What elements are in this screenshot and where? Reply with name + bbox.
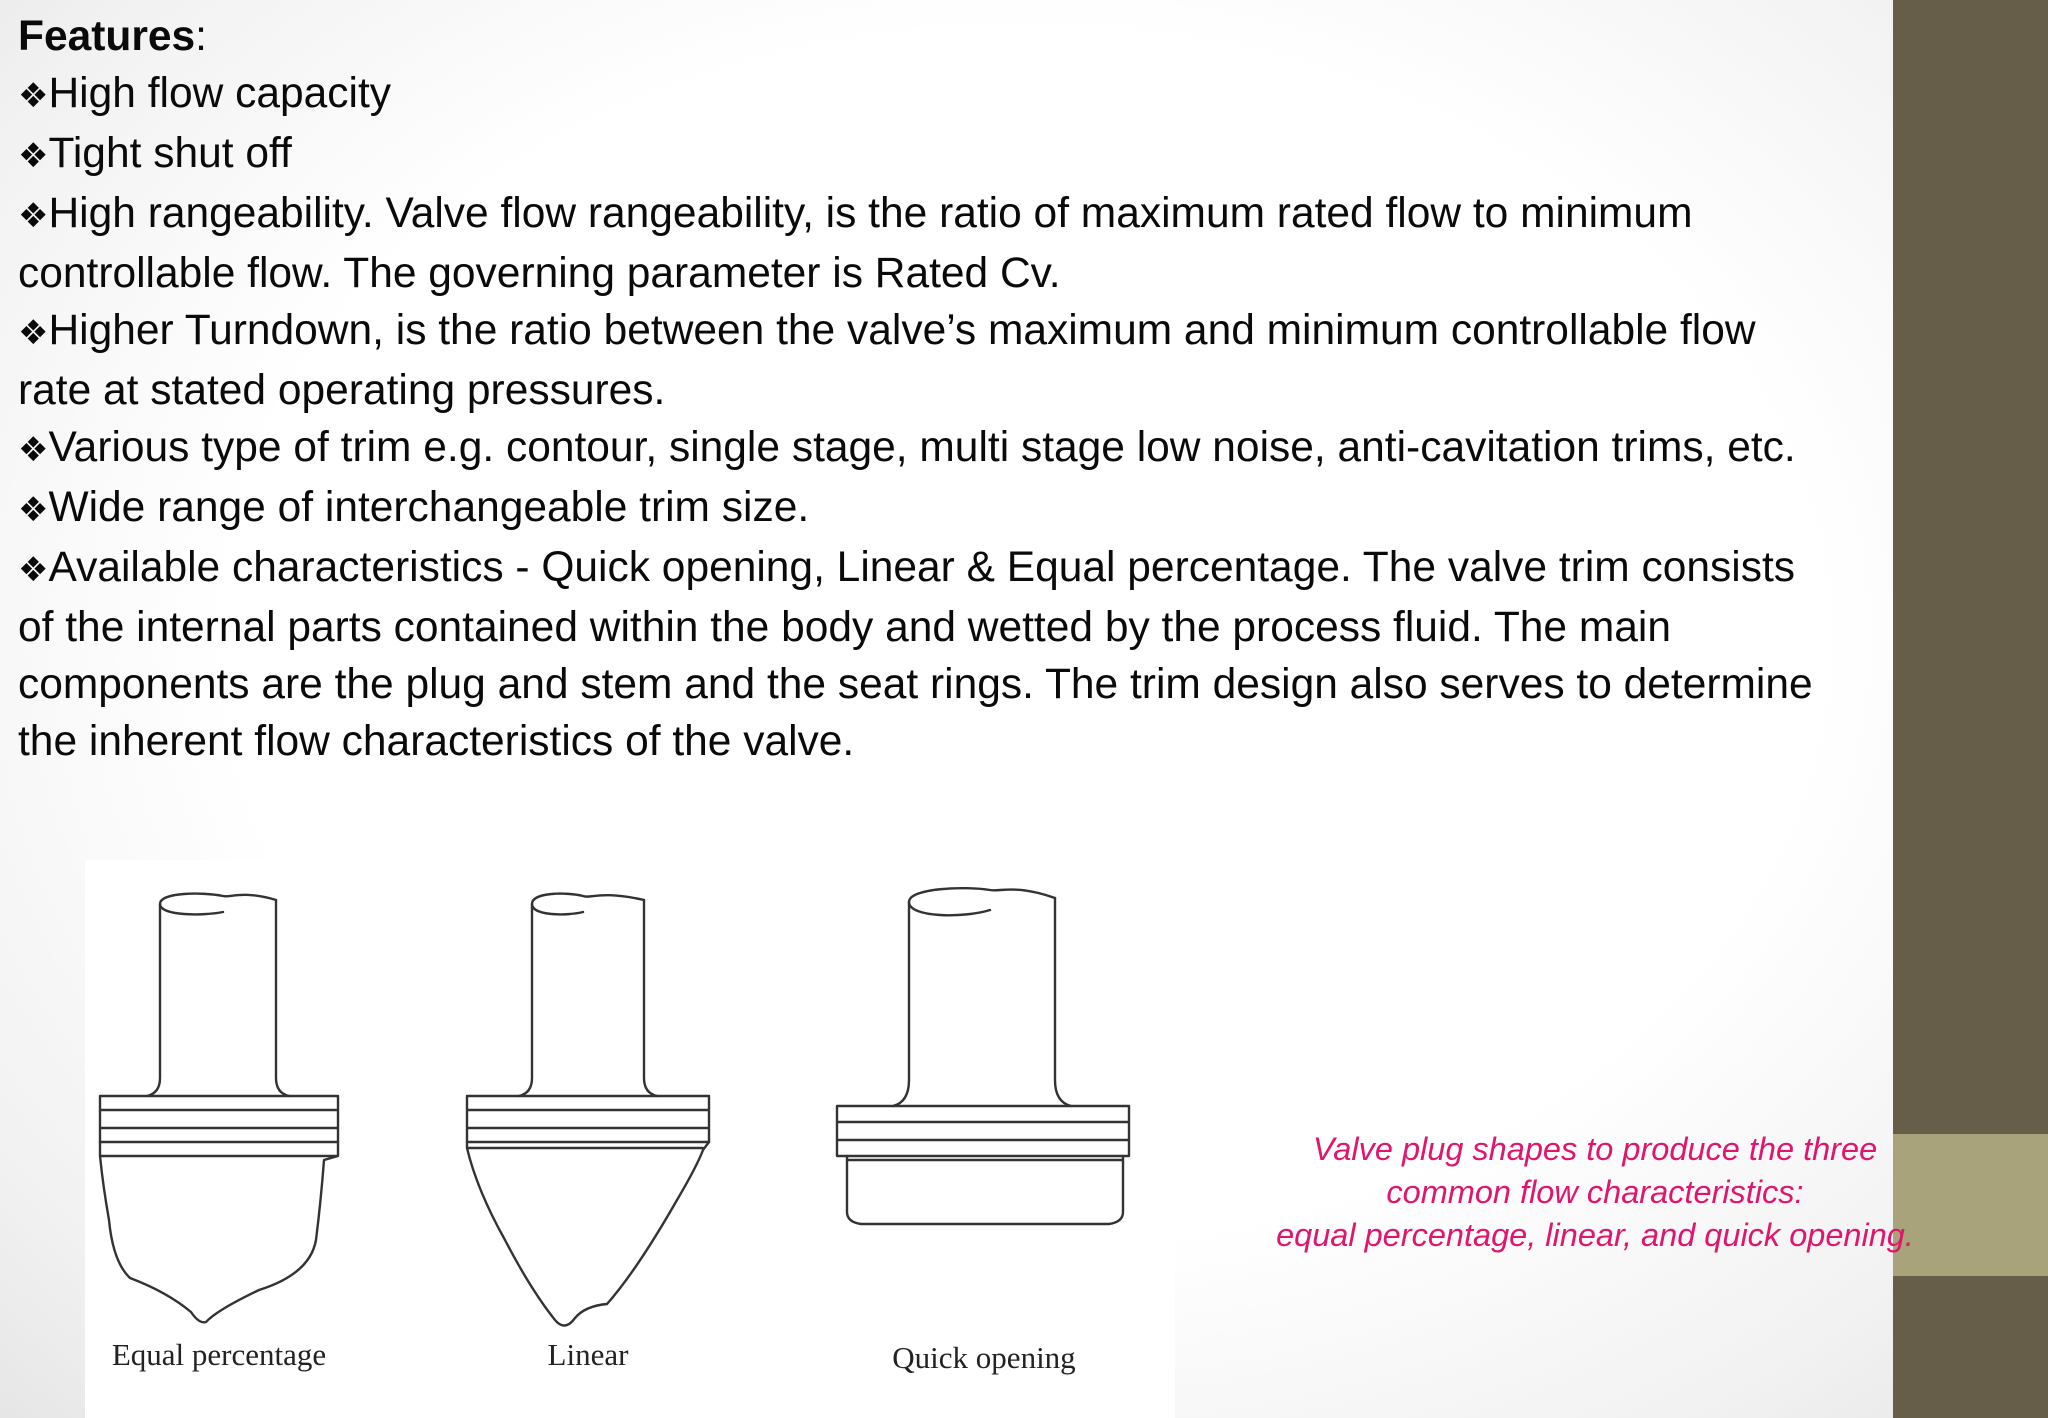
bullet-diamond-icon: ❖ — [18, 76, 49, 116]
bullet-rangeability — [18, 185, 2048, 245]
bullet-characteristics-cont-2: components are the plug and stem and the seat rings. The trim design also serves to determine — [18, 661, 1813, 708]
bullet-trim-size — [18, 479, 2048, 539]
bullet-text: Higher Turndown, is the ratio between the valve’s maximum and minimum controllable flow — [48, 307, 1756, 354]
stem-top-ellipse-lower — [160, 904, 223, 914]
valve-plug-figure — [85, 860, 1175, 1418]
bullet-text: Wide range of interchangeable trim size. — [48, 484, 810, 531]
stem-top-ellipse — [160, 894, 276, 904]
plug-body — [847, 1156, 1123, 1224]
collar — [467, 1096, 709, 1142]
bullet-text: Available characteristics - Quick opening, Linear & Equal percentage. The valve trim consists — [48, 544, 1796, 591]
stem-top-ellipse-lower — [532, 904, 583, 914]
collar — [100, 1096, 338, 1142]
stem — [893, 898, 1071, 1106]
bullet-characteristics-cont-3: the inherent flow characteristics of the valve. — [18, 718, 855, 765]
features-heading — [18, 8, 2048, 65]
stem-top-ellipse-lower — [909, 902, 990, 915]
label-linear: Linear — [547, 1337, 629, 1372]
bullet-turndown — [18, 302, 2048, 362]
bullet-text: High flow capacity — [48, 70, 391, 117]
label-quick-opening: Quick opening — [892, 1340, 1076, 1375]
linear-plug — [467, 894, 709, 1326]
bullet-diamond-icon: ❖ — [18, 196, 49, 236]
bullet-text: Various type of trim e.g. contour, single stage, multi stage low noise, anti-cavitation trims, etc. — [48, 424, 1796, 471]
figure-caption — [1210, 1128, 1980, 1257]
label-equal-percentage: Equal percentage — [111, 1337, 327, 1372]
stem — [519, 900, 657, 1096]
plug-body — [100, 1142, 338, 1322]
bullet-characteristics-cont-1: of the internal parts contained within the body and wetted by the process fluid. The main — [18, 604, 1671, 651]
bullet-characteristics — [18, 539, 2048, 599]
bullet-text: Tight shut off — [48, 130, 292, 177]
caption-line-2: common flow characteristics: — [1386, 1174, 1804, 1210]
bullet-diamond-icon: ❖ — [18, 136, 49, 176]
plug-body — [467, 1142, 709, 1326]
stem-top-ellipse — [532, 894, 644, 904]
caption-line-1: Valve plug shapes to produce the three — [1312, 1131, 1878, 1167]
heading-text: Features — [18, 13, 196, 60]
equal-percentage-plug — [100, 894, 338, 1323]
bullet-diamond-icon: ❖ — [18, 550, 49, 590]
valve-plug-diagram — [85, 860, 1175, 1418]
collar — [837, 1106, 1129, 1156]
quick-opening-plug — [837, 888, 1129, 1224]
bullet-diamond-icon: ❖ — [18, 430, 49, 470]
stem-top-ellipse — [909, 888, 1055, 902]
bullet-high-flow — [18, 65, 2048, 125]
bullet-tight-shutoff — [18, 125, 2048, 185]
bullet-trim-types — [18, 419, 2048, 479]
bullet-diamond-icon: ❖ — [18, 313, 49, 353]
bullet-turndown-cont: rate at stated operating pressures. — [18, 367, 666, 414]
bullet-rangeability-cont: controllable flow. The governing parameter is Rated Cv. — [18, 250, 1061, 297]
heading-colon: : — [195, 13, 207, 60]
caption-line-3: equal percentage, linear, and quick opening. — [1276, 1217, 1914, 1253]
bullet-text: High rangeability. Valve flow rangeability, is the ratio of maximum rated flow to minimum — [48, 190, 1693, 237]
stem — [147, 900, 289, 1096]
features-text — [18, 8, 2048, 770]
bullet-diamond-icon: ❖ — [18, 490, 49, 530]
